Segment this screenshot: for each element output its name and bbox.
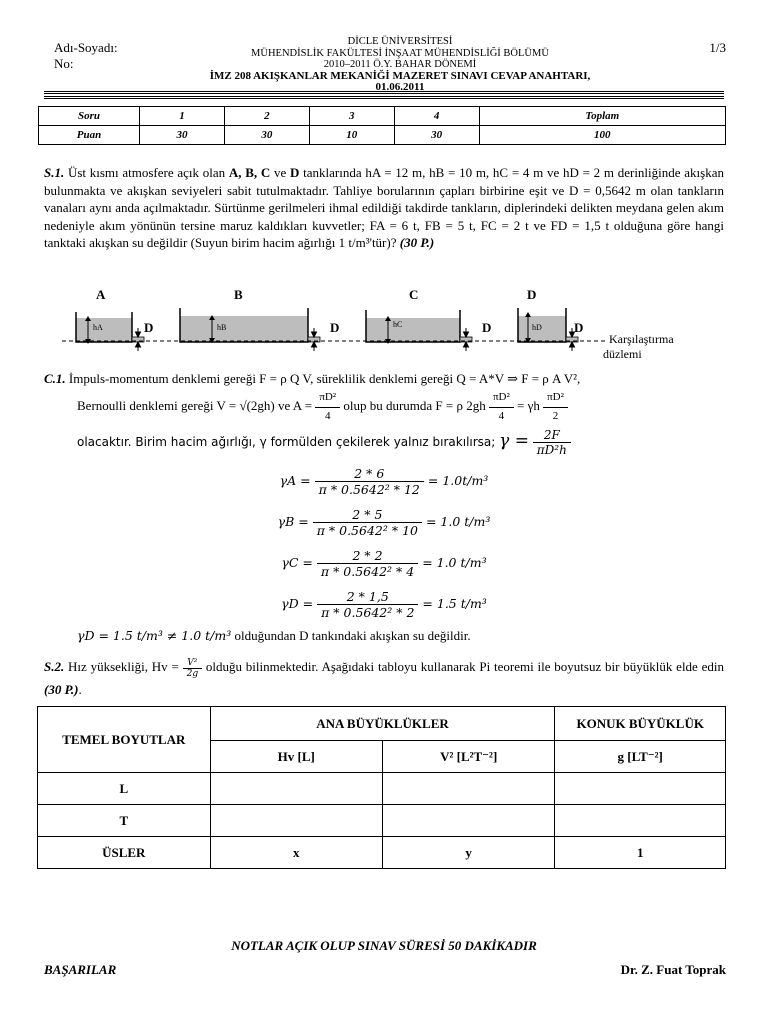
outlet-label: D (144, 320, 154, 335)
table-cell: 1 (555, 837, 726, 869)
question-1-label: S.1. (44, 165, 65, 180)
area-fraction (489, 389, 514, 425)
tank-a (76, 312, 132, 344)
answer-1-text: olacaktır. Birim hacim ağırlığı, γ formülden çekilerek yalnız bırakılırsa; (77, 435, 496, 449)
fraction-numerator: 2F (533, 428, 571, 443)
answer-1-text: İmpuls-momentum denklemi gereği F = ρ Q V, süreklilik denklemi gereği Q = A*V ⇒ F = ρ A V², (65, 371, 581, 386)
table-cell (210, 805, 382, 837)
fraction-numerator: V² (183, 658, 203, 669)
header-konuk: KONUK BÜYÜKLÜK (555, 707, 726, 741)
depth-label: hD (532, 323, 542, 332)
fraction-numerator: 2 * 1,5 (317, 589, 418, 605)
score-cell: 30 (394, 126, 479, 145)
column-g: g [LT⁻²] (555, 741, 726, 773)
answer-1-text: = γh (513, 397, 544, 413)
score-cell: 2 (224, 107, 309, 126)
answer-1-text: Bernoulli denklemi gereği V = √(2gh) ve A = (77, 397, 316, 413)
question-2-label: S.2. (44, 659, 65, 674)
exam-note: NOTLAR AÇIK OLUP SINAV SÜRESİ 50 DAKİKADIR (231, 938, 537, 953)
outlet-label: D (482, 320, 492, 335)
fraction-denominator: 4 (498, 409, 505, 422)
tank-c (366, 310, 460, 344)
outlet-label: D (574, 320, 584, 335)
score-cell: 4 (394, 107, 479, 126)
equation-d (0, 589, 768, 620)
fraction-numerator: 2 * 5 (313, 507, 422, 523)
fraction-denominator: 4 (324, 409, 331, 422)
depth-label: hA (93, 323, 103, 332)
row-label: L (38, 773, 211, 805)
equation-b (0, 507, 768, 538)
fraction-numerator: πD² (315, 389, 340, 408)
equation-rhs: = 1.5 t/m³ (422, 596, 487, 612)
fraction-numerator: πD² (543, 389, 568, 408)
student-info (54, 40, 118, 72)
equation-lhs: γB = (277, 514, 309, 530)
author-name: Dr. Z. Fuat Toprak (620, 962, 726, 977)
velocity-head-fraction (183, 658, 203, 679)
row-label: ÜSLER (38, 837, 211, 869)
conclusion-text: olduğundan D tankındaki akışkan su değildir. (231, 628, 471, 643)
fraction-denominator: 2 (552, 409, 559, 422)
depth-label: hC (393, 320, 403, 329)
table-cell (382, 773, 554, 805)
equation-lhs: γC = (281, 555, 313, 571)
conclusion-math: γD = 1.5 t/m³ ≠ 1.0 t/m³ (77, 628, 232, 643)
column-hv: Hv [L] (210, 741, 382, 773)
answer-1-text: olup bu durumda F = ρ 2gh (340, 397, 489, 413)
table-cell (210, 773, 382, 805)
tank-label-d: D (527, 287, 537, 302)
equation-fraction (313, 507, 422, 538)
equation-lhs: γA = (279, 473, 311, 489)
gamma-fraction (533, 428, 571, 457)
score-cell: 30 (140, 126, 225, 145)
term: 2010–2011 Ö.Y. BAHAR DÖNEMİ (323, 59, 477, 70)
answer-1-label: C.1. (44, 371, 66, 386)
force-fraction (543, 389, 568, 425)
score-cell: 10 (309, 126, 394, 145)
score-cell: Soru (39, 107, 140, 126)
fraction-denominator: π * 0.5642² * 2 (321, 605, 415, 620)
table-cell: y (382, 837, 554, 869)
equation-rhs: = 1.0t/m³ (427, 473, 489, 489)
equation-lhs: γD = (281, 596, 314, 612)
header-divider (44, 91, 724, 99)
question-1 (44, 164, 724, 252)
fraction-denominator: πD²h (536, 443, 567, 457)
answer-1-line3 (77, 428, 571, 457)
score-cell: Puan (39, 126, 140, 145)
score-row-points (39, 126, 726, 145)
tanks-diagram (40, 282, 730, 364)
question-2-points: (30 P.) (44, 681, 79, 697)
conjunction: ve (270, 165, 291, 180)
page-number: 1/3 (709, 40, 726, 55)
tank-label-c: C (409, 287, 419, 302)
equation-fraction (317, 548, 418, 579)
faculty-name: MÜHENDİSLİK FAKÜLTESİ İNŞAAT MÜHENDİSLİĞİ BÖLÜMÜ (251, 47, 549, 59)
question-1-points: (30 P.) (399, 235, 435, 250)
score-table (38, 106, 726, 145)
row-label: T (38, 805, 211, 837)
fraction-numerator: πD² (489, 389, 514, 408)
table-row (38, 837, 726, 869)
datum-label: düzlemi (603, 347, 642, 361)
document-header (190, 36, 610, 94)
question-2-text: Hız yüksekliği, Hv = (64, 659, 183, 674)
equation-c (0, 548, 768, 579)
header-ana: ANA BÜYÜKLÜKLER (210, 707, 555, 741)
fraction-denominator: 2g (186, 668, 199, 679)
equation-a (0, 466, 768, 497)
exam-title: İMZ 208 AKIŞKANLAR MEKANİĞİ MAZERET SINAVI CEVAP ANAHTARI, 01.06.2011 (209, 69, 591, 93)
column-v2: V² [L²T⁻²] (382, 741, 554, 773)
tank-b (180, 308, 308, 343)
header-temel: TEMEL BOYUTLAR (38, 707, 211, 773)
score-cell: 1 (140, 107, 225, 126)
question-1-text: tanklarında (299, 165, 366, 180)
equation-fraction (315, 466, 424, 497)
tank-label-b: B (234, 287, 243, 302)
gamma-symbol: γ = (499, 431, 529, 451)
score-cell: 30 (224, 126, 309, 145)
tank-depths: hA = 12 m, hB = 10 m, hC = 4 m ve hD = 2 m (365, 165, 614, 180)
area-fraction (315, 389, 340, 425)
equation-fraction (317, 589, 418, 620)
number-label: No: (54, 56, 74, 71)
good-luck: BAŞARILAR (44, 962, 117, 977)
datum-label: Karşılaştırma (609, 332, 674, 346)
score-cell: Toplam (479, 107, 725, 126)
equation-rhs: = 1.0 t/m³ (422, 555, 487, 571)
answer-1-conclusion (77, 628, 471, 644)
tank-label-a: A (96, 287, 106, 302)
fraction-denominator: π * 0.5642² * 12 (318, 482, 420, 497)
question-1-text: Üst kısmı atmosfere açık olan (64, 165, 229, 180)
question-2-text: . (78, 681, 82, 697)
table-cell: x (210, 837, 382, 869)
table-cell (555, 773, 726, 805)
depth-label: hB (217, 323, 227, 332)
score-cell: 3 (309, 107, 394, 126)
table-row (38, 773, 726, 805)
answer-1-line2 (77, 389, 727, 425)
name-label: Adı-Soyadı: (54, 40, 118, 55)
fraction-denominator: π * 0.5642² * 4 (320, 564, 415, 579)
table-cell (555, 805, 726, 837)
table-header-row (38, 707, 726, 741)
table-cell (382, 805, 554, 837)
answer-1-line1 (44, 370, 724, 388)
fraction-numerator: 2 * 2 (317, 548, 418, 564)
question-2 (44, 656, 724, 701)
equation-rhs: = 1.0 t/m³ (425, 514, 491, 530)
table-row (38, 805, 726, 837)
tank-d-name: D (290, 165, 300, 180)
university-name: DİCLE ÜNİVERSİTESİ (347, 36, 453, 47)
fraction-denominator: π * 0.5642² * 10 (316, 523, 418, 538)
outlet-label: D (330, 320, 340, 335)
dimension-table (37, 706, 726, 869)
score-cell: 100 (479, 126, 725, 145)
fraction-numerator: 2 * 6 (315, 466, 424, 482)
question-1-text: derinliğinde akışkan bulunmakta ve akışkan seviyeleri sabit tutulmaktadır. Tahliye borularının çapları birbirine eşit ve D = 0,5642 m olan tankların vanaları aynı anda açılmaktadır. Sürtünme gerilmeleri ihmal edildiği takdirde tankların, diplerindeki delikten meydana gelen akım nedeniyle akım yönünün tersine maruz kaldıkları kuvvetler; FA = 6 t, FB = 5 t, FC = 2 t ve FD = 1,5 t olduğuna göre hangi tanktaki akışkan su değildir (Suyun birim hacim ağırlığı 1 t/m³'tür)? (44, 165, 724, 250)
tank-names: A, B, C (228, 165, 271, 180)
score-row-questions (39, 107, 726, 126)
tank-d (518, 308, 566, 343)
question-2-text: olduğu bilinmektedir. Aşağıdaki tabloyu kullanarak Pi teoremi ile boyutsuz bir büyüklük elde edin (202, 659, 725, 674)
